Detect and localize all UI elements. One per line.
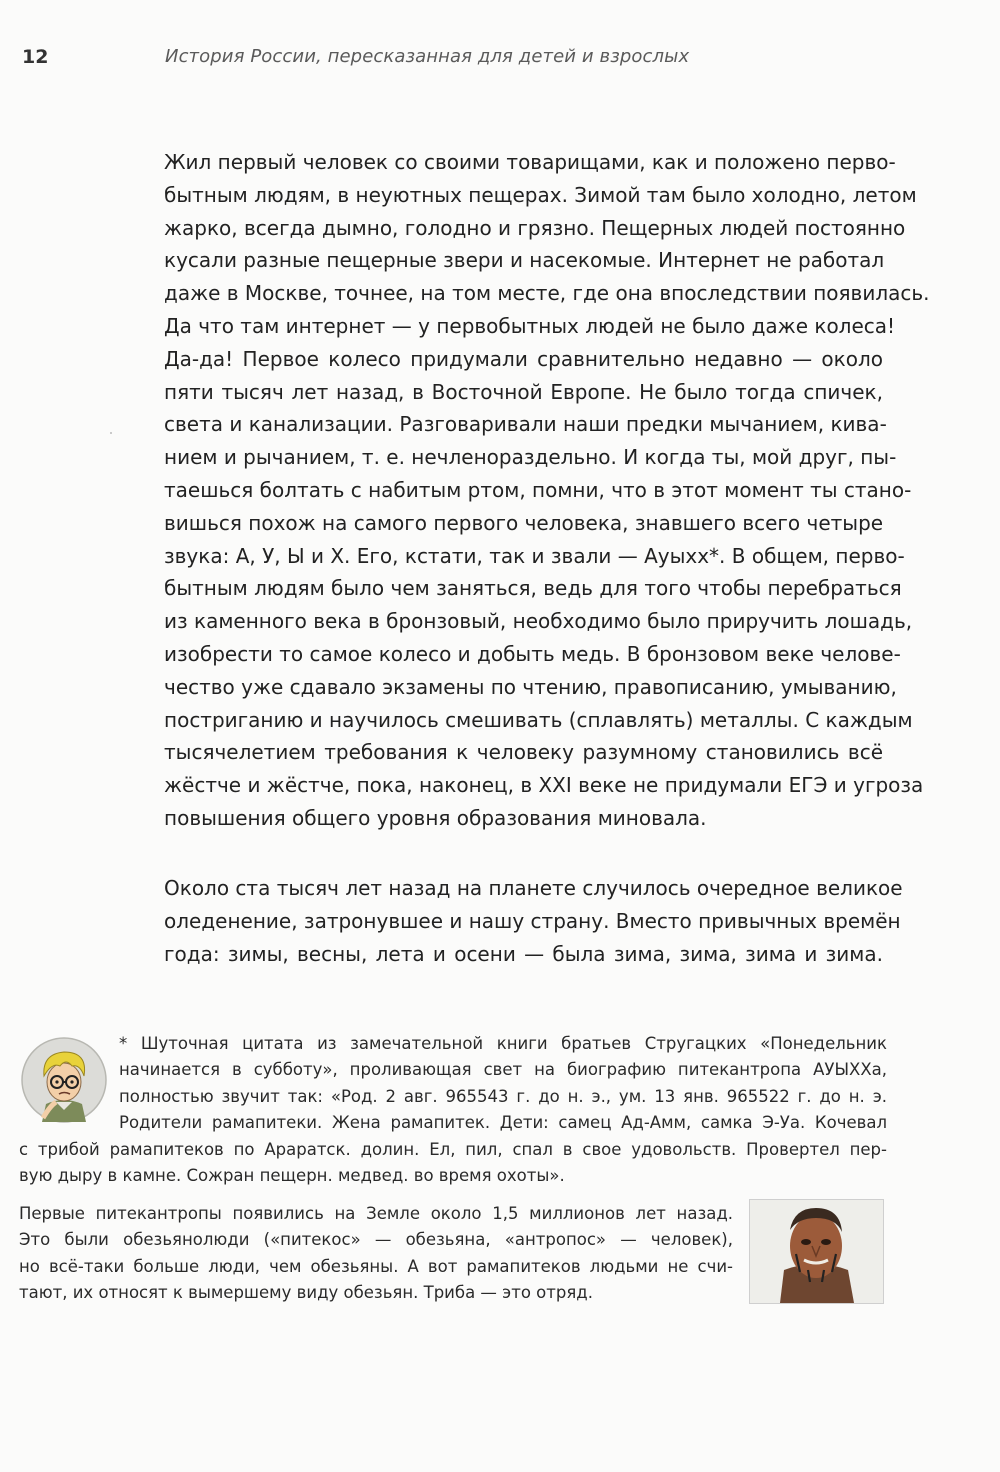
paragraph-line: Жил первый человек со своими товарищами, как и положено перво- — [164, 150, 896, 174]
footnote-line: Родители рамапитеки. Жена рамапитек. Дети: самец Ад-Амм, самка Э-Уа. Кочевал — [119, 1113, 887, 1133]
paragraph-line: изобрести то самое колесо и добыть медь. В бронзовом веке челове- — [164, 641, 901, 666]
sidenote — [19, 1201, 733, 1307]
sidenote-line: но всё-таки больше люди, чем обезьяны. А вот рамапитеков людьми не счи- — [19, 1256, 733, 1276]
sidenote-line: Первые питекантропы появились на Земле около 1,5 миллионов лет назад. — [19, 1204, 733, 1223]
primitive-man-photo — [749, 1199, 884, 1304]
paragraph-line: Да что там интернет — у первобытных людей не было даже колеса! — [164, 313, 896, 338]
page-number: 12 — [22, 46, 49, 68]
paragraph-line: бытным людям, в неуютных пещерах. Зимой там было холодно, летом — [164, 182, 917, 207]
paragraph-line: повышения общего уровня образования миновала. — [164, 805, 707, 830]
paragraph-line: звука: А, У, Ы и Х. Его, кстати, так и звали — Ауыхх*. В общем, перво- — [164, 543, 905, 568]
paragraph-line: даже в Москве, точнее, на том месте, где она впоследствии появилась. — [164, 281, 930, 306]
paragraph-line: кусали разные пещерные звери и насекомые. Интернет не работал — [164, 248, 885, 273]
footnote — [19, 1031, 887, 1189]
paragraph-line: жарко, всегда дымно, голодно и грязно. Пещерных людей постоянно — [164, 215, 906, 240]
paragraph-line: пяти тысяч лет назад, в Восточной Европе. Не было тогда спичек, — [164, 379, 883, 404]
paragraph-line: вишься похож на самого первого человека, знавшего всего четыре — [164, 510, 884, 535]
paragraph-line: постриганию и научилось смешивать (сплавлять) металлы. С каждым — [164, 707, 913, 732]
footnote-line: начинается в субботу», проливающая свет на биографию питекантропа АУЫХХа, — [119, 1060, 887, 1080]
paragraph-line: чество уже сдавало экзамены по чтению, правописанию, умыванию, — [164, 674, 897, 699]
footnote-line: с трибой рамапитеков по Араратск. долин. Ел, пил, спал в свое удовольств. Провертел пер- — [19, 1139, 887, 1159]
paragraph-line: нием и рычанием, т. е. нечленораздельно. И когда ты, мой друг, пы- — [164, 445, 897, 470]
footnote-line: * Шуточная цитата из замечательной книги братьев Стругацких «Понедельник — [119, 1034, 887, 1053]
running-title: История России, пересказанная для детей и взрослых — [165, 46, 690, 67]
paragraph-line: таешься болтать с набитым ртом, помни, что в этот момент ты стано- — [164, 477, 912, 502]
paragraph-1 — [164, 146, 930, 835]
paragraph-line: Около ста тысяч лет назад на планете случилось очередное великое — [164, 876, 903, 900]
paragraph-2 — [164, 872, 903, 970]
sidenote-line: Это были обезьянолюди («питекос» — обезьяна, «антропос» — человек), — [19, 1230, 733, 1250]
paragraph-line: тысячелетием требования к человеку разумному становились всё — [164, 740, 883, 765]
paragraph-line: года: зимы, весны, лета и осени — была зима, зима, зима и зима. — [164, 941, 883, 966]
paragraph-line: оледенение, затронувшее и нашу страну. Вместо привычных времён — [164, 908, 901, 933]
sidenote-line: тают, их относят к вымершему виду обезьян. Триба — это отряд. — [19, 1283, 593, 1303]
paragraph-line: бытным людям было чем заняться, ведь для того чтобы перебраться — [164, 576, 902, 601]
footnote-line: полностью звучит так: «Род. 2 авг. 965543 г. до н. э., ум. 13 янв. 965522 г. до н. э. — [119, 1086, 887, 1106]
paragraph-line: света и канализации. Разговаривали наши предки мычанием, кива- — [164, 412, 887, 437]
footnote-line: вую дыру в камне. Сожран пещерн. медвед. во время охоты». — [19, 1166, 565, 1186]
scan-speck — [110, 432, 112, 434]
paragraph-line: из каменного века в бронзовый, необходимо было приручить лошадь, — [164, 609, 913, 634]
paragraph-line: Да-да! Первое колесо придумали сравнительно недавно — около — [164, 346, 883, 371]
paragraph-line: жёстче и жёстче, пока, наконец, в XXI веке не придумали ЕГЭ и угроза — [164, 773, 924, 798]
cartoon-boy-with-glasses-icon — [20, 1036, 108, 1124]
